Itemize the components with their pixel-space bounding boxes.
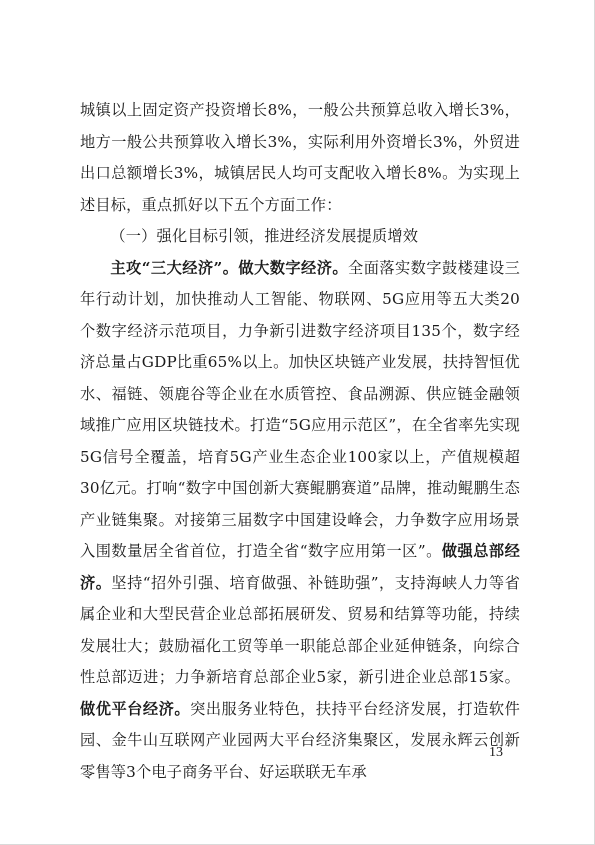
digital-economy-lead: 主攻“三大经济”。做大数字经济。	[110, 258, 349, 277]
hq-economy-body: 坚持“招外引强、培育做强、补链助强”，支持海峡人力等省属企业和大型民营企业总部拓展研发、贸易和结算等功能，持续发展壮大；鼓励福化工贸等单一职能总部企业延伸链条，向综合性总部迈进；力争新培育总部企业5家，新引进企业总部15家。	[80, 573, 520, 686]
hq-economy-lead: 做强总部经济。	[80, 542, 520, 592]
section-heading: （一）强化目标引领，推进经济发展提质增效	[110, 227, 419, 245]
page-number: 13	[489, 745, 503, 760]
digital-economy-paragraph	[80, 253, 520, 789]
digital-economy-body: 全面落实数字鼓楼建设三年行动计划，加快推动人工智能、物联网、5G应用等五大类20个数字经济示范项目，力争新引进数字经济项目135个，数字经济总量占GDP比重65%以上。加快区块链产业发展，扶持智恒优水、福链、领鹿谷等企业在水质管控、食品溯源、供应链金融领域推广应用区块链技术。打造“5G应用示范区”，在全省率先实现5G信号全覆盖，培育5G产业生态企业100家以上，产值规模超30亿元。打响“数字中国创新大赛鲲鹏赛道”品牌，推动鲲鹏生态产业链集聚。对接第三届数字中国建设峰会，力争数字应用场景入围数量居全省首位，打造全省“数字应用第一区”。	[80, 258, 521, 560]
platform-economy-lead: 做优平台经济。	[80, 699, 191, 718]
platform-economy-body: 突出服务业特色，扶持平台经济发展，打造软件园、金牛山互联网产业园两大平台经济集聚区，发展永辉云创新零售等3个电子商务平台、好运联联无车承	[80, 699, 521, 781]
intro-paragraph: 城镇以上固定资产投资增长8%，一般公共预算总收入增长3%，地方一般公共预算收入增长3%，实际利用外资增长3%，外贸进出口总额增长3%，城镇居民人均可支配收入增长8%。为实现上述目标，重点抓好以下五个方面工作：	[80, 101, 520, 214]
document-body	[80, 95, 520, 788]
